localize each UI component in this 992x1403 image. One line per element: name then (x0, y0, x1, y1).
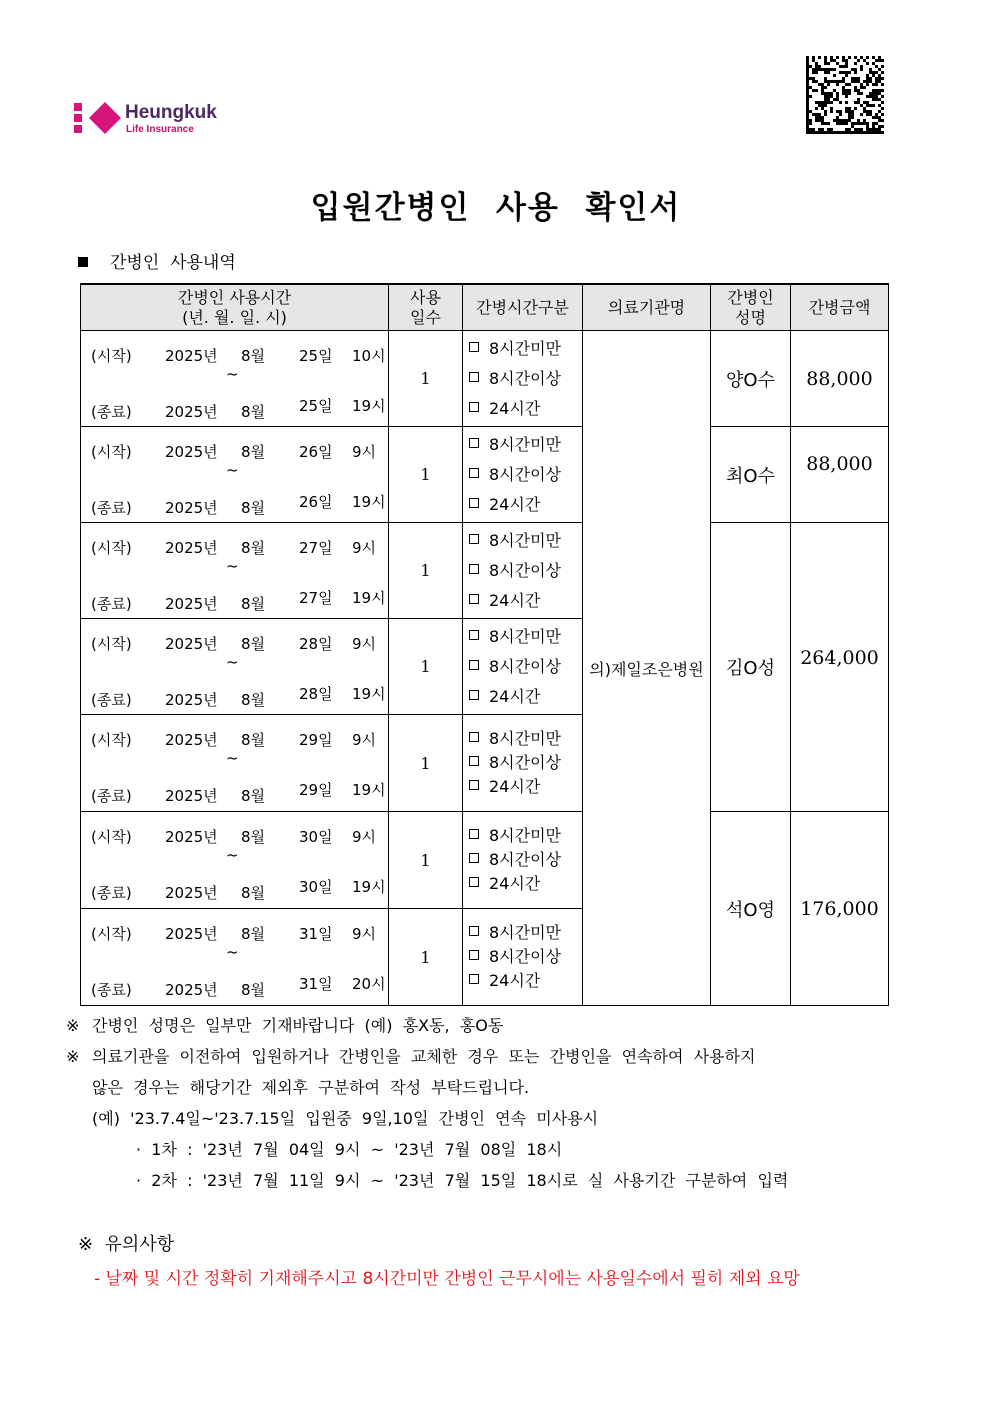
header-period-line1: 간병인 사용시간 (177, 287, 292, 307)
section-heading (78, 248, 236, 273)
end-label: (종료) (91, 691, 132, 709)
days-cell: 1 (389, 331, 463, 427)
period-cell (81, 812, 389, 909)
end-year: 2025년 (165, 691, 218, 709)
end-year: 2025년 (165, 595, 218, 613)
time-option[interactable] (469, 430, 582, 460)
page-title: 입원간병인 사용 확인서 (310, 190, 682, 226)
time-type-cell (463, 523, 583, 619)
end-year: 2025년 (165, 499, 218, 517)
start-month: 8월 (241, 635, 266, 653)
reference-mark-icon: ※ (66, 1016, 80, 1035)
checkbox-icon[interactable] (469, 756, 479, 766)
checkbox-icon[interactable] (469, 732, 479, 742)
notes-section (66, 1010, 788, 1196)
time-option-label: 24시간 (489, 398, 541, 418)
start-label: (시작) (91, 925, 132, 943)
time-option[interactable] (469, 945, 582, 969)
start-year: 2025년 (165, 443, 218, 461)
checkbox-icon[interactable] (469, 342, 479, 352)
range-tilde: ~ (226, 846, 239, 864)
start-hour: 9시 (352, 443, 377, 461)
start-day: 30일 (299, 828, 333, 846)
note-example-2: · 2차 : '23년 7월 11일 9시 ~ '23년 7월 15일 18시로 실 사용기간 구분하여 입력 (136, 1171, 789, 1190)
checkbox-icon[interactable] (469, 630, 479, 640)
period-cell (81, 909, 389, 1006)
range-tilde: ~ (226, 749, 239, 767)
section-heading-text: 간병인 사용내역 (110, 253, 236, 273)
start-hour: 9시 (352, 731, 377, 749)
end-day: 27일 (299, 589, 333, 607)
checkbox-icon[interactable] (469, 877, 479, 887)
header-caregiver-line2: 성명 (735, 307, 766, 327)
time-option[interactable] (469, 364, 582, 394)
time-option[interactable] (469, 586, 582, 616)
caregiver-usage-table (80, 283, 889, 1006)
period-cell (81, 331, 389, 427)
time-option[interactable] (469, 460, 582, 490)
time-option-label: 8시간이상 (489, 850, 562, 869)
end-label: (종료) (91, 884, 132, 902)
time-type-cell (463, 331, 583, 427)
time-option-label: 8시간이상 (489, 560, 562, 580)
end-hour: 19시 (352, 493, 386, 511)
checkbox-icon[interactable] (469, 498, 479, 508)
end-label: (종료) (91, 787, 132, 805)
start-hour: 9시 (352, 925, 377, 943)
range-tilde: ~ (226, 557, 239, 575)
company-logo (74, 100, 244, 140)
start-month: 8월 (241, 539, 266, 557)
days-cell: 1 (389, 909, 463, 1006)
end-month: 8월 (241, 595, 266, 613)
end-hour: 19시 (352, 781, 386, 799)
time-option-label: 8시간이상 (489, 464, 562, 484)
start-day: 28일 (299, 635, 333, 653)
checkbox-icon[interactable] (469, 660, 479, 670)
range-tilde: ~ (226, 653, 239, 671)
time-option-label: 8시간미만 (489, 530, 562, 550)
end-day: 29일 (299, 781, 333, 799)
checkbox-icon[interactable] (469, 594, 479, 604)
checkbox-icon[interactable] (469, 438, 479, 448)
start-hour: 9시 (352, 539, 377, 557)
amount-cell: 176,000 (791, 812, 889, 1006)
time-option-label: 8시간이상 (489, 753, 562, 772)
table-row (81, 427, 889, 523)
start-year: 2025년 (165, 731, 218, 749)
hospital-cell: 의)제일조은병원 (583, 331, 711, 1006)
time-option[interactable] (469, 334, 582, 364)
start-label: (시작) (91, 731, 132, 749)
start-day: 26일 (299, 443, 333, 461)
checkbox-icon[interactable] (469, 853, 479, 863)
note-example: (예) '23.7.4일~'23.7.15일 입원중 9일,10일 간병인 연속 미사용시 (92, 1109, 599, 1128)
time-option-label: 8시간미만 (489, 729, 562, 748)
header-caregiver-line1: 간병인 (727, 287, 774, 307)
header-period-line2: (년. 월. 일. 시) (182, 307, 287, 327)
end-month: 8월 (241, 499, 266, 517)
amount-cell: 88,000 (791, 331, 889, 427)
time-option[interactable] (469, 969, 582, 993)
start-month: 8월 (241, 731, 266, 749)
time-option-label: 24시간 (489, 777, 541, 796)
start-month: 8월 (241, 925, 266, 943)
time-option[interactable] (469, 556, 582, 586)
logo-brand-text: Heungkuk (125, 102, 217, 123)
note-1-text: 간병인 성명은 일부만 기재바랍니다 (예) 홍X동, 홍O동 (92, 1016, 504, 1035)
table-row (81, 523, 889, 619)
table-row (81, 331, 889, 427)
days-cell: 1 (389, 427, 463, 523)
start-day: 25일 (299, 347, 333, 365)
range-tilde: ~ (226, 365, 239, 383)
checkbox-icon[interactable] (469, 950, 479, 960)
start-month: 8월 (241, 828, 266, 846)
caution-text: - 날짜 및 시간 정확히 기재해주시고 8시간미만 간병인 근무시에는 사용일수에서 필히 제외 요망 (94, 1269, 800, 1289)
time-option[interactable] (469, 727, 582, 751)
start-hour: 9시 (352, 635, 377, 653)
header-hospital: 의료기관명 (583, 284, 711, 331)
time-option[interactable] (469, 921, 582, 945)
time-option-label: 8시간미만 (489, 626, 562, 646)
end-month: 8월 (241, 981, 266, 999)
table-row (81, 812, 889, 909)
header-period (81, 284, 389, 331)
time-option[interactable] (469, 848, 582, 872)
start-year: 2025년 (165, 347, 218, 365)
checkbox-icon[interactable] (469, 564, 479, 574)
logo-mark-icon (74, 100, 122, 136)
end-hour: 19시 (352, 589, 386, 607)
end-year: 2025년 (165, 787, 218, 805)
period-cell (81, 619, 389, 715)
time-option-label: 24시간 (489, 686, 541, 706)
checkbox-icon[interactable] (469, 926, 479, 936)
reference-mark-icon: ※ (78, 1234, 94, 1255)
time-type-cell (463, 427, 583, 523)
days-cell: 1 (389, 812, 463, 909)
qr-code-icon (806, 56, 884, 134)
checkbox-icon[interactable] (469, 372, 479, 382)
end-year: 2025년 (165, 403, 218, 421)
time-option[interactable] (469, 682, 582, 712)
time-option-label: 8시간이상 (489, 368, 562, 388)
caregiver-name-cell: 양O수 (711, 331, 791, 427)
end-day: 28일 (299, 685, 333, 703)
start-month: 8월 (241, 347, 266, 365)
end-hour: 19시 (352, 397, 386, 415)
start-day: 29일 (299, 731, 333, 749)
caution-heading (78, 1230, 174, 1256)
end-day: 31일 (299, 975, 333, 993)
note-2-continued: 않은 경우는 해당기간 제외후 구분하여 작성 부탁드립니다. (92, 1078, 530, 1097)
caregiver-name-cell: 최O수 (711, 427, 791, 523)
time-option-label: 24시간 (489, 590, 541, 610)
checkbox-icon[interactable] (469, 829, 479, 839)
period-cell (81, 427, 389, 523)
time-option-label: 8시간이상 (489, 656, 562, 676)
end-year: 2025년 (165, 884, 218, 902)
time-option[interactable] (469, 490, 582, 520)
amount-cell: 88,000 (791, 427, 889, 523)
end-label: (종료) (91, 403, 132, 421)
header-days-line2: 일수 (410, 307, 441, 327)
header-amount: 간병금액 (791, 284, 889, 331)
time-option-label: 8시간미만 (489, 826, 562, 845)
time-option[interactable] (469, 526, 582, 556)
start-hour: 9시 (352, 828, 377, 846)
note-2 (66, 1041, 788, 1072)
start-year: 2025년 (165, 828, 218, 846)
caution-heading-text: 유의사항 (104, 1234, 175, 1255)
end-month: 8월 (241, 403, 266, 421)
end-hour: 20시 (352, 975, 386, 993)
caregiver-name-cell: 석O영 (711, 812, 791, 1006)
note-1 (66, 1010, 788, 1041)
end-label: (종료) (91, 981, 132, 999)
start-year: 2025년 (165, 635, 218, 653)
time-type-cell (463, 909, 583, 1006)
time-option-label: 8시간미만 (489, 338, 562, 358)
time-option[interactable] (469, 751, 582, 775)
amount-cell: 264,000 (791, 523, 889, 812)
checkbox-icon[interactable] (469, 690, 479, 700)
time-option-label: 24시간 (489, 494, 541, 514)
period-cell (81, 715, 389, 812)
header-days (389, 284, 463, 331)
days-cell: 1 (389, 619, 463, 715)
days-cell: 1 (389, 523, 463, 619)
time-option-label: 24시간 (489, 874, 541, 893)
days-cell: 1 (389, 715, 463, 812)
end-day: 25일 (299, 397, 333, 415)
checkbox-icon[interactable] (469, 974, 479, 984)
reference-mark-icon: ※ (66, 1047, 80, 1066)
table-header-row (81, 284, 889, 331)
start-label: (시작) (91, 635, 132, 653)
time-option[interactable] (469, 622, 582, 652)
end-hour: 19시 (352, 878, 386, 896)
end-label: (종료) (91, 595, 132, 613)
time-option-label: 24시간 (489, 971, 541, 990)
end-label: (종료) (91, 499, 132, 517)
caregiver-name-cell: 김O성 (711, 523, 791, 812)
period-cell (81, 523, 389, 619)
square-bullet-icon (78, 257, 88, 267)
note-2-line1: 의료기관을 이전하여 입원하거나 간병인을 교체한 경우 또는 간병인을 연속하여 사용하지 (92, 1047, 756, 1066)
range-tilde: ~ (226, 943, 239, 961)
start-label: (시작) (91, 443, 132, 461)
time-option[interactable] (469, 394, 582, 424)
time-option-label: 8시간미만 (489, 923, 562, 942)
header-caregiver (711, 284, 791, 331)
logo-sub-text: Life Insurance (126, 124, 194, 135)
time-option[interactable] (469, 872, 582, 896)
range-tilde: ~ (226, 461, 239, 479)
time-option-label: 8시간이상 (489, 947, 562, 966)
time-type-cell (463, 619, 583, 715)
checkbox-icon[interactable] (469, 534, 479, 544)
end-month: 8월 (241, 884, 266, 902)
start-label: (시작) (91, 539, 132, 557)
end-month: 8월 (241, 691, 266, 709)
start-year: 2025년 (165, 925, 218, 943)
time-type-cell (463, 715, 583, 812)
end-year: 2025년 (165, 981, 218, 999)
start-month: 8월 (241, 443, 266, 461)
time-option[interactable] (469, 824, 582, 848)
end-hour: 19시 (352, 685, 386, 703)
end-month: 8월 (241, 787, 266, 805)
note-example-1: · 1차 : '23년 7월 04일 9시 ~ '23년 7월 08일 18시 (136, 1140, 563, 1159)
start-label: (시작) (91, 347, 132, 365)
time-type-cell (463, 812, 583, 909)
end-day: 26일 (299, 493, 333, 511)
time-option[interactable] (469, 652, 582, 682)
time-option-label: 8시간미만 (489, 434, 562, 454)
checkbox-icon[interactable] (469, 780, 479, 790)
header-time-type: 간병시간구분 (463, 284, 583, 331)
checkbox-icon[interactable] (469, 468, 479, 478)
start-year: 2025년 (165, 539, 218, 557)
header-days-line1: 사용 (410, 287, 441, 307)
start-label: (시작) (91, 828, 132, 846)
start-day: 27일 (299, 539, 333, 557)
time-option[interactable] (469, 775, 582, 799)
checkbox-icon[interactable] (469, 402, 479, 412)
start-hour: 10시 (352, 347, 386, 365)
start-day: 31일 (299, 925, 333, 943)
end-day: 30일 (299, 878, 333, 896)
